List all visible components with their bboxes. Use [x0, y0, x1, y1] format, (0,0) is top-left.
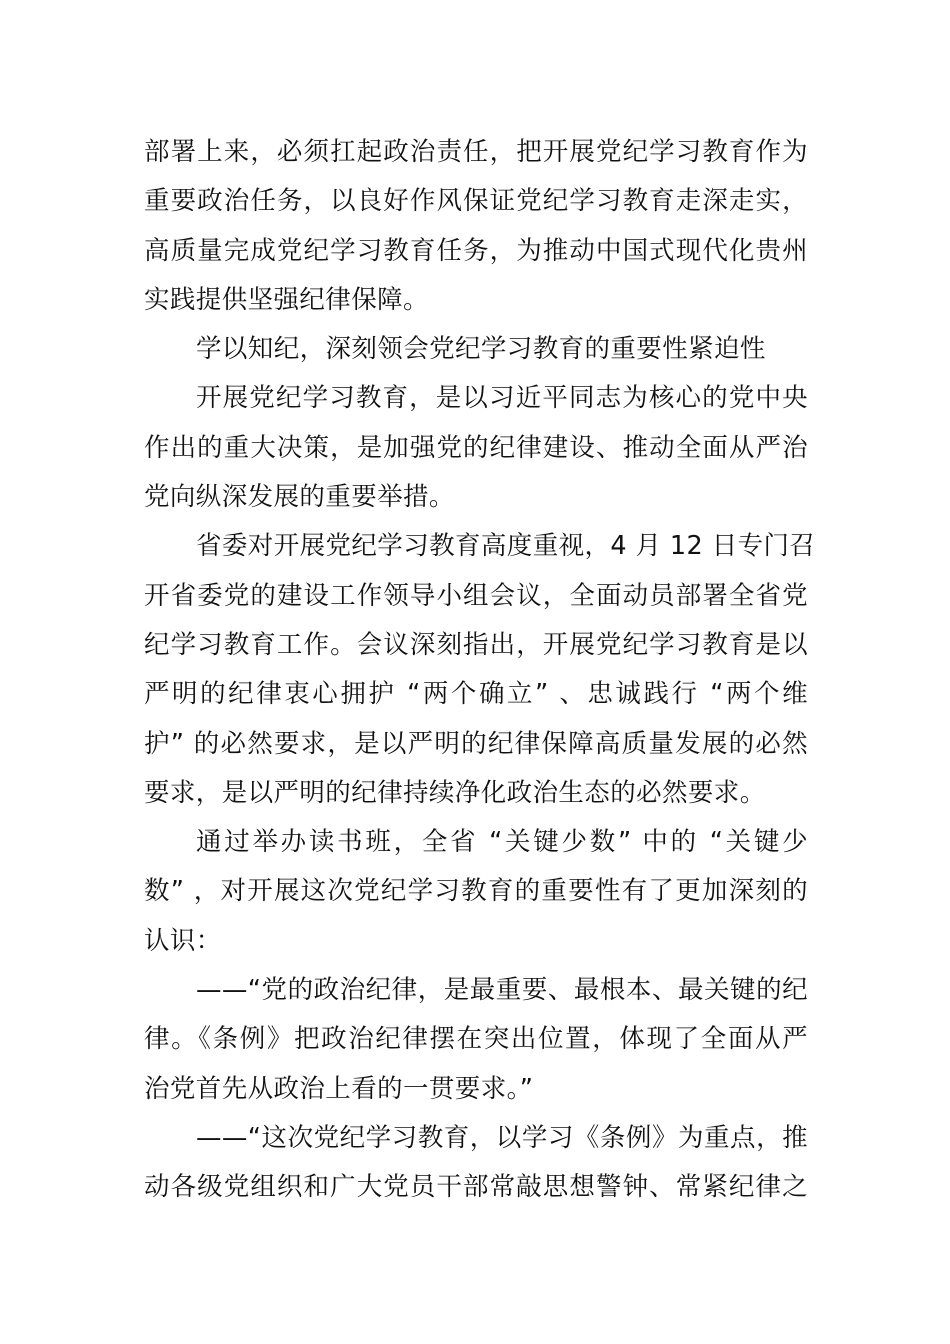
text-line: 要求，是以严明的纪律持续净化政治生态的必然要求。: [144, 777, 766, 808]
text-line: 学以知纪，深刻领会党纪学习教育的重要性紧迫性: [196, 334, 766, 365]
text-line: 实践提供坚强纪律保障。: [144, 284, 429, 315]
text-line: 开展党纪学习教育，是以习近平同志为核心的党中央: [196, 383, 808, 414]
text-line: 数” ，对开展这次党纪学习教育的重要性有了更加深刻的: [144, 876, 808, 907]
text-line: 护” 的必然要求，是以严明的纪律保障高质量发展的必然: [144, 728, 808, 759]
text-line: 治党首先从政治上看的一贯要求。”: [144, 1073, 534, 1104]
text-line: 认识：: [144, 925, 222, 956]
text-line: 省委对开展党纪学习教育高度重视，4 月 12 日专门召: [196, 531, 816, 562]
text-line: 动各级党组织和广大党员干部常敲思想警钟、常紧纪律之: [144, 1172, 808, 1203]
text-line: 纪学习教育工作。会议深刻指出，开展党纪学习教育是以: [144, 629, 808, 660]
text-line: 律。《条例》把政治纪律摆在突出位置，体现了全面从严: [144, 1024, 808, 1055]
text-line: 开省委党的建设工作领导小组会议，全面动员部署全省党: [144, 580, 808, 611]
text-line: ——“党的政治纪律，是最重要、最根本、最关键的纪: [196, 975, 808, 1006]
text-line: 部署上来，必须扛起政治责任，把开展党纪学习教育作为: [144, 137, 808, 167]
text-line: 高质量完成党纪学习教育任务，为推动中国式现代化贵州: [144, 235, 808, 266]
text-line: ——“这次党纪学习教育，以学习《条例》为重点，推: [196, 1122, 808, 1153]
document-page: [144, 128, 816, 1213]
text-line: 党向纵深发展的重要举措。: [144, 482, 455, 513]
text-line: 重要政治任务，以良好作风保证党纪学习教育走深走实，: [144, 186, 808, 217]
text-line: 通过举办读书班，全省 “关键少数” 中的 “关键少: [196, 827, 808, 858]
text-line: 作出的重大决策，是加强党的纪律建设、推动全面从严治: [144, 432, 808, 463]
text-line: 严明的纪律衷心拥护 “两个确立” 、忠诚践行 “两个维: [144, 679, 808, 710]
